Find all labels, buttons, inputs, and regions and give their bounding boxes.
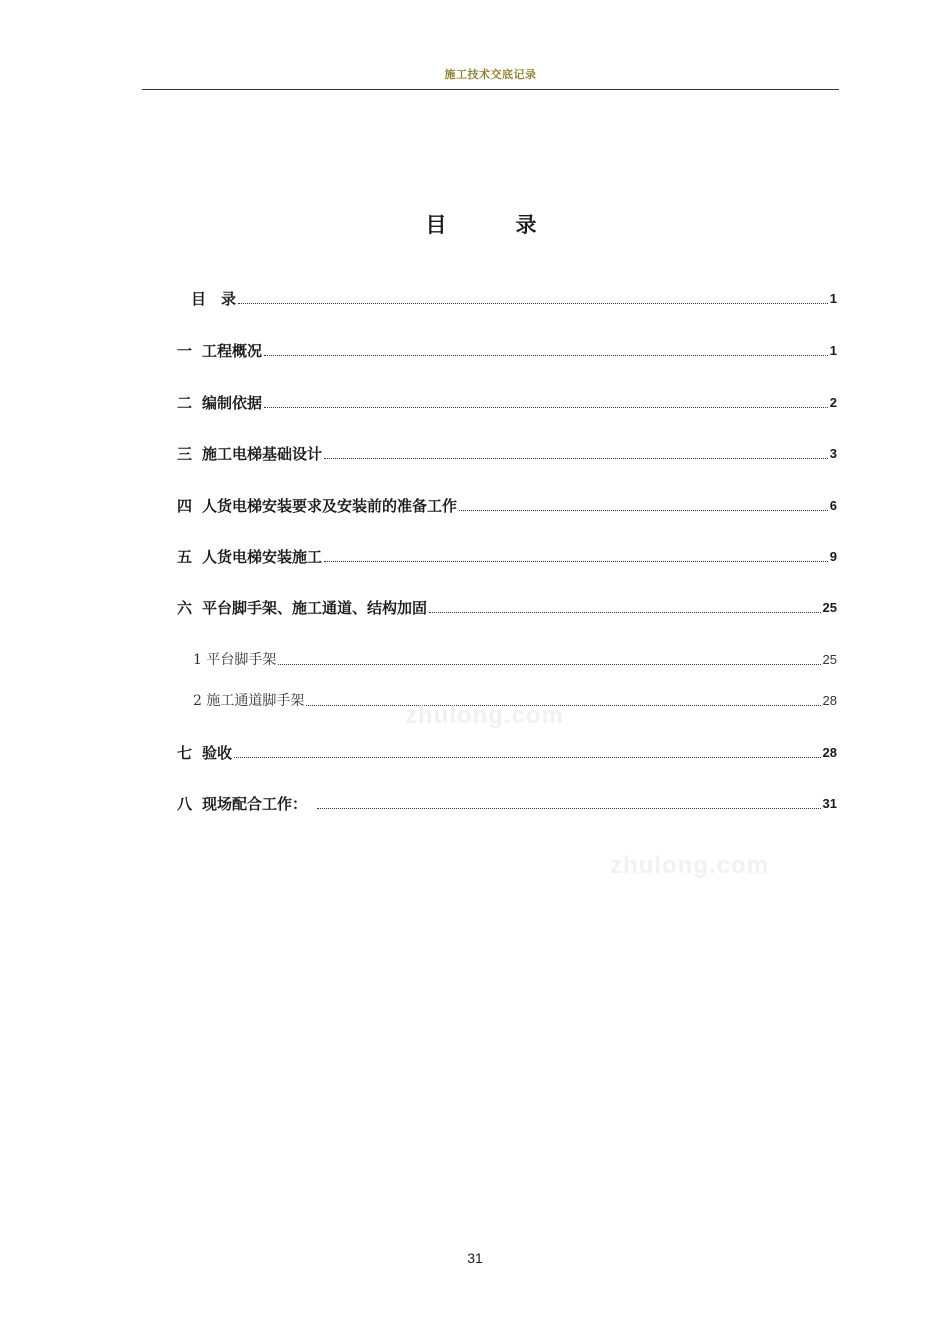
- toc-entry-number: 二: [177, 394, 193, 412]
- toc-entry-label: 施工电梯基础设计: [202, 445, 323, 463]
- toc-leader-dots: [264, 354, 828, 356]
- toc-entry-label: 施工通道脚手架: [206, 693, 305, 709]
- toc-entry[interactable]: [177, 742, 837, 764]
- toc-entry-page: 28: [822, 745, 837, 760]
- watermark-text: zhulong.com: [405, 702, 564, 729]
- toc-entry-page: 2: [829, 395, 837, 410]
- toc-leader-dots: [234, 756, 821, 758]
- toc-entry-page: 1: [829, 291, 837, 306]
- toc-entry-page: 6: [829, 498, 837, 513]
- toc-entry-page: 9: [829, 549, 837, 564]
- toc-entry-number: 四: [177, 497, 193, 515]
- toc-entry-number: 六: [177, 599, 193, 617]
- toc-entry-number: 2: [193, 693, 202, 709]
- toc-entry[interactable]: [177, 495, 837, 517]
- toc-leader-dots: [324, 560, 828, 562]
- toc-entry-number: 七: [177, 744, 193, 762]
- toc-leader-dots: [459, 509, 828, 511]
- page-header: [142, 62, 839, 90]
- toc-leader-dots: [238, 302, 828, 304]
- header-title: 施工技术交底记录: [444, 68, 537, 81]
- toc-leader-dots: [429, 611, 821, 613]
- toc-title: 目 录: [425, 212, 561, 237]
- toc-entry[interactable]: [177, 793, 837, 815]
- toc-entry[interactable]: [177, 443, 837, 465]
- toc-entry-number: 1: [193, 652, 202, 668]
- watermark-text: zhulong.com: [610, 852, 769, 879]
- toc-entry-label: 编制依据: [202, 394, 263, 412]
- page-number: 31: [467, 1250, 483, 1266]
- toc-entry[interactable]: [177, 597, 837, 619]
- toc-entry-page: 28: [822, 693, 837, 708]
- toc-entry-number: 五: [177, 548, 193, 566]
- toc-leader-dots: [278, 663, 820, 665]
- toc-entry-label: 人货电梯安装施工: [202, 548, 323, 566]
- toc-entry[interactable]: [177, 392, 837, 414]
- toc-leader-dots: [324, 457, 828, 459]
- toc-entry-number: 八: [177, 795, 193, 813]
- toc-entry[interactable]: [177, 288, 837, 310]
- toc-entry-number: 一: [177, 342, 193, 360]
- toc-entry-label: 平台脚手架: [206, 652, 277, 668]
- toc-entry-label: 工程概况: [202, 342, 263, 360]
- toc-entry-page: 31: [822, 796, 837, 811]
- toc-entry-page: 1: [829, 343, 837, 358]
- toc-entry[interactable]: [177, 546, 837, 568]
- toc-subentry[interactable]: [193, 649, 837, 671]
- toc-entry-label: 平台脚手架、施工通道、结构加固: [202, 599, 428, 617]
- toc-leader-dots: [264, 406, 828, 408]
- toc-entry-page: 3: [829, 446, 837, 461]
- toc-entry-label: 验收: [202, 744, 233, 762]
- toc-entry-label: 现场配合工作：: [202, 795, 308, 813]
- toc-leader-dots: [317, 807, 821, 809]
- toc-entry-page: 25: [822, 600, 837, 615]
- toc-entry-label: 目 录: [191, 290, 237, 308]
- toc-entry-label: 人货电梯安装要求及安装前的准备工作: [202, 497, 458, 515]
- toc-entry[interactable]: [177, 340, 837, 362]
- toc-entry-page: 25: [822, 652, 837, 667]
- toc-entry-number: 三: [177, 445, 193, 463]
